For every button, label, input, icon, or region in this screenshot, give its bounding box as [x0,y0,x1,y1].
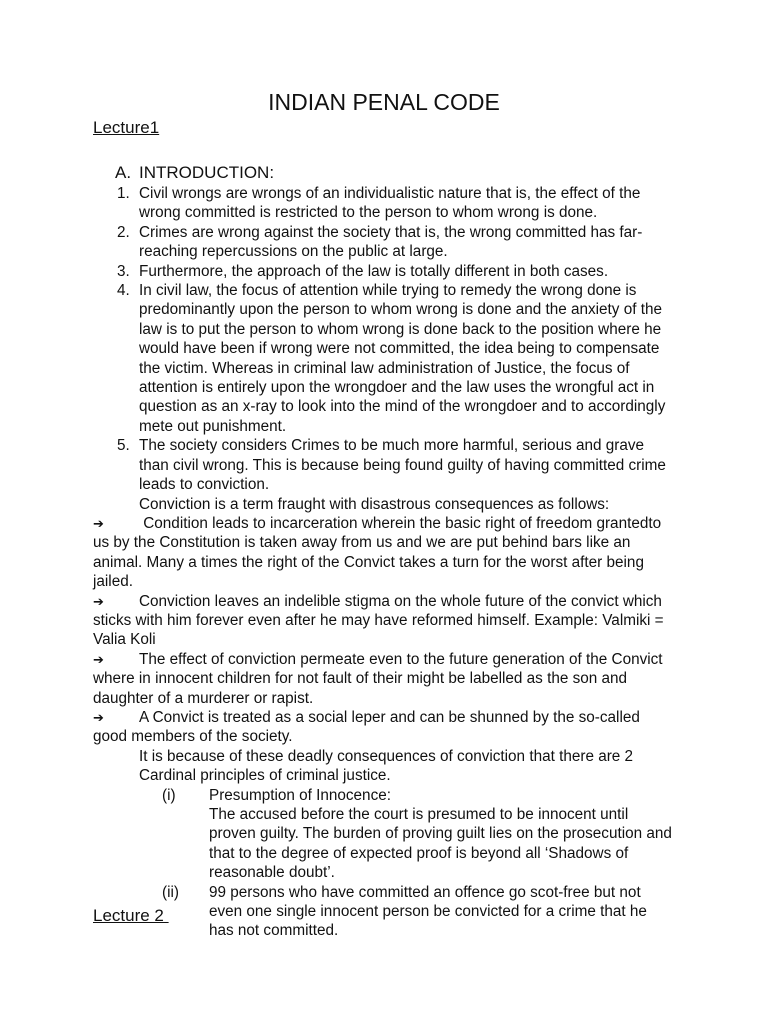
arrow-icon: ➔ [93,709,104,725]
list-text: Furthermore, the approach of the law is totally different in both cases. [139,262,609,280]
list-text: Crimes are wrong against the society that is, the wrong committed has far-reaching repercussions on the public at large. [139,223,643,261]
arrow-text: The effect of conviction permeate even to the future generation of the Convict where in innocent children for not fault of their might be labelled as the son and daughter of a murderer or rapist. [93,650,663,707]
list-number: 5. [117,437,130,455]
list-text: The society considers Crimes to be much more harmful, serious and grave than civil wrong. This is because being found guilty of having committed crime leads to conviction. [139,437,666,494]
lecture-1-heading: Lecture1 [93,118,160,137]
list-number: 1. [117,185,130,202]
principle-number: (ii) [162,883,179,901]
list-text: Civil wrongs are wrongs of an individualistic nature that is, the effect of the wrong committed is restricted to the person to whom wrong is done. [139,185,641,222]
arrow-icon: ➔ [93,651,104,667]
principle-text: 99 persons who have committed an offence go scot-free but not even one single innocent person be convicted for a crime that he has not committed. [209,883,647,940]
principle-number: (i) [162,786,176,804]
arrow-item [93,708,673,747]
arrow-text: Conviction leaves an indelible stigma on the whole future of the convict which sticks with him forever even after he may have reformed himself. Example: Valmiki = Valia Koli [93,592,664,649]
arrow-item [93,592,673,650]
list-number: 3. [117,262,130,280]
page-title: INDIAN PENAL CODE [268,89,500,115]
list-item [93,262,673,281]
principle-title: Presumption of Innocence: [209,786,391,804]
list-item [93,281,673,436]
list-item [93,184,673,223]
arrow-icon: ➔ [93,593,104,609]
arrow-item [93,514,673,592]
list-number: 4. [117,282,130,300]
cardinal-intro: It is because of these deadly consequences of conviction that there are 2 Cardinal principles of criminal justice. [139,747,634,785]
list-item [93,436,673,494]
section-a-heading [115,162,673,184]
document-body [93,162,673,941]
arrow-item [93,650,673,708]
lecture-2-heading: Lecture 2 [93,906,169,925]
principle-item [162,786,673,883]
section-a-letter: A. [115,163,132,182]
section-a-label: INTRODUCTION: [139,163,275,182]
arrow-text: A Convict is treated as a social leper and can be shunned by the so-called good members of the society. [93,708,640,746]
numbered-list [93,184,673,495]
principle-text: The accused before the court is presumed to be innocent until proven guilty. The burden of proving guilt lies on the prosecution and that to the degree of expected proof is beyond all ‘Shadows of reasonable doubt’. [209,806,672,882]
list-item [93,223,673,262]
conviction-intro: Conviction is a term fraught with disastrous consequences as follows: [139,495,610,513]
arrow-icon: ➔ [93,515,104,531]
principle-item [162,883,673,941]
list-text: In civil law, the focus of attention while trying to remedy the wrong done is predominantly upon the person to whom wrong is done and the anxiety of the law is to put the person to whom wrong is done back to the position where he would have been if wrong were not committed, the idea being to compensate the victim. Whereas in criminal law administration of Justice, the focus of attention is entirely upon the wrongdoer and the law uses the wrongful act in question as an x-ray to look into the mind of the wrongdoer and to accordingly mete out punishment. [139,282,666,435]
list-number: 2. [117,223,130,241]
arrow-text: Condition leads to incarceration wherein the basic right of freedom grantedto us by the Constitution is taken away from us and we are put behind bars like an animal. Many a times the right of the Convict takes a turn for the worst after being jailed. [93,514,662,591]
